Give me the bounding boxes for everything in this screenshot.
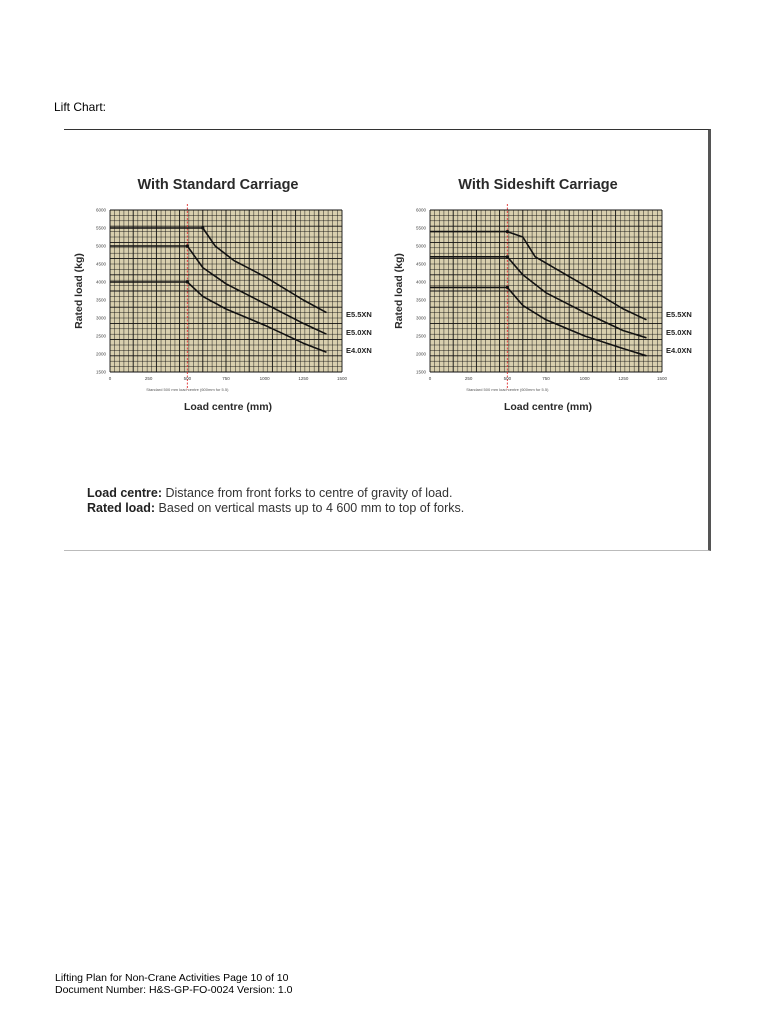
y-tick-label: 5500 — [415, 225, 426, 231]
y-tick-label: 2500 — [415, 333, 426, 339]
series-knee-point — [186, 280, 189, 283]
y-tick-label: 3500 — [415, 297, 426, 303]
caption-term-rated-load: Rated load: — [87, 501, 156, 515]
y-tick-label: 6000 — [95, 207, 106, 213]
y-tick-label: 3500 — [95, 297, 106, 303]
series-label: E4.0XN — [346, 345, 372, 355]
series-label: E5.5XN — [346, 309, 372, 319]
x-tick-label: 1000 — [579, 376, 590, 381]
y-tick-label: 5000 — [95, 243, 106, 249]
series-knee-point — [201, 226, 204, 229]
y-tick-label: 2000 — [95, 351, 106, 357]
series-knee-point — [506, 286, 509, 289]
series-knee-point — [506, 255, 509, 258]
y-tick-label: 2000 — [415, 351, 426, 357]
chart-caption — [87, 486, 464, 516]
caption-text-load-centre: Distance from front forks to centre of gravity of load. — [162, 486, 453, 500]
sideshift-carriage-chart — [384, 130, 692, 430]
series-label: E4.0XN — [666, 345, 692, 355]
x-tick-label: 1500 — [336, 376, 348, 381]
lift-chart-figure — [64, 129, 711, 551]
caption-text-rated-load: Based on vertical masts up to 4 600 mm to top of forks. — [155, 501, 465, 515]
y-tick-label: 4000 — [95, 279, 106, 285]
x-tick-label: 500 — [183, 376, 192, 381]
x-tick-label: 1250 — [298, 376, 309, 381]
page-label: Lift Chart: — [54, 100, 107, 114]
series-knee-point — [506, 230, 509, 233]
chart-title: With Standard Carriage — [137, 177, 299, 193]
footer-line-title: Lifting Plan for Non-Crane Activities Page 10 of 10 — [55, 972, 289, 984]
reference-note: Standard 500 mm load centre (600mm for 5.5) — [146, 387, 229, 392]
x-tick-label: 0 — [108, 376, 112, 381]
chart-title: With Sideshift Carriage — [458, 177, 618, 193]
chart-svg — [384, 130, 692, 430]
x-tick-label: 1000 — [259, 376, 270, 381]
y-tick-label: 4500 — [415, 261, 426, 267]
y-tick-label: 5000 — [415, 243, 426, 249]
footer-line-document: Document Number: H&S-GP-FO-0024 Version: 1.0 — [55, 984, 293, 996]
x-axis-label: Load centre (mm) — [503, 401, 593, 413]
y-tick-label: 4500 — [95, 261, 106, 267]
x-tick-label: 250 — [144, 376, 153, 381]
chart-svg — [64, 130, 372, 430]
x-tick-label: 500 — [503, 376, 512, 381]
reference-note: Standard 500 mm load centre (600mm for 5.5) — [466, 387, 549, 392]
x-tick-label: 750 — [542, 376, 550, 381]
y-axis-label: Rated load (kg) — [73, 253, 85, 329]
x-tick-label: 1500 — [656, 376, 668, 381]
page-footer — [55, 972, 293, 996]
caption-rated-load — [87, 501, 464, 516]
series-knee-point — [186, 244, 189, 247]
x-tick-label: 1250 — [618, 376, 629, 381]
caption-load-centre — [87, 486, 464, 501]
x-axis-label: Load centre (mm) — [183, 401, 273, 413]
y-tick-label: 1500 — [95, 369, 106, 375]
y-tick-label: 2500 — [95, 333, 106, 339]
y-tick-label: 3000 — [95, 315, 106, 321]
x-tick-label: 250 — [464, 376, 473, 381]
x-tick-label: 0 — [428, 376, 432, 381]
y-tick-label: 6000 — [415, 207, 426, 213]
caption-term-load-centre: Load centre: — [87, 486, 163, 500]
y-tick-label: 5500 — [95, 225, 106, 231]
series-label: E5.5XN — [666, 309, 692, 319]
series-label: E5.0XN — [346, 327, 372, 337]
standard-carriage-chart — [64, 130, 372, 430]
series-label: E5.0XN — [666, 327, 692, 337]
y-tick-label: 3000 — [415, 315, 426, 321]
y-tick-label: 1500 — [415, 369, 426, 375]
x-tick-label: 750 — [222, 376, 230, 381]
y-axis-label: Rated load (kg) — [393, 253, 405, 329]
y-tick-label: 4000 — [415, 279, 426, 285]
